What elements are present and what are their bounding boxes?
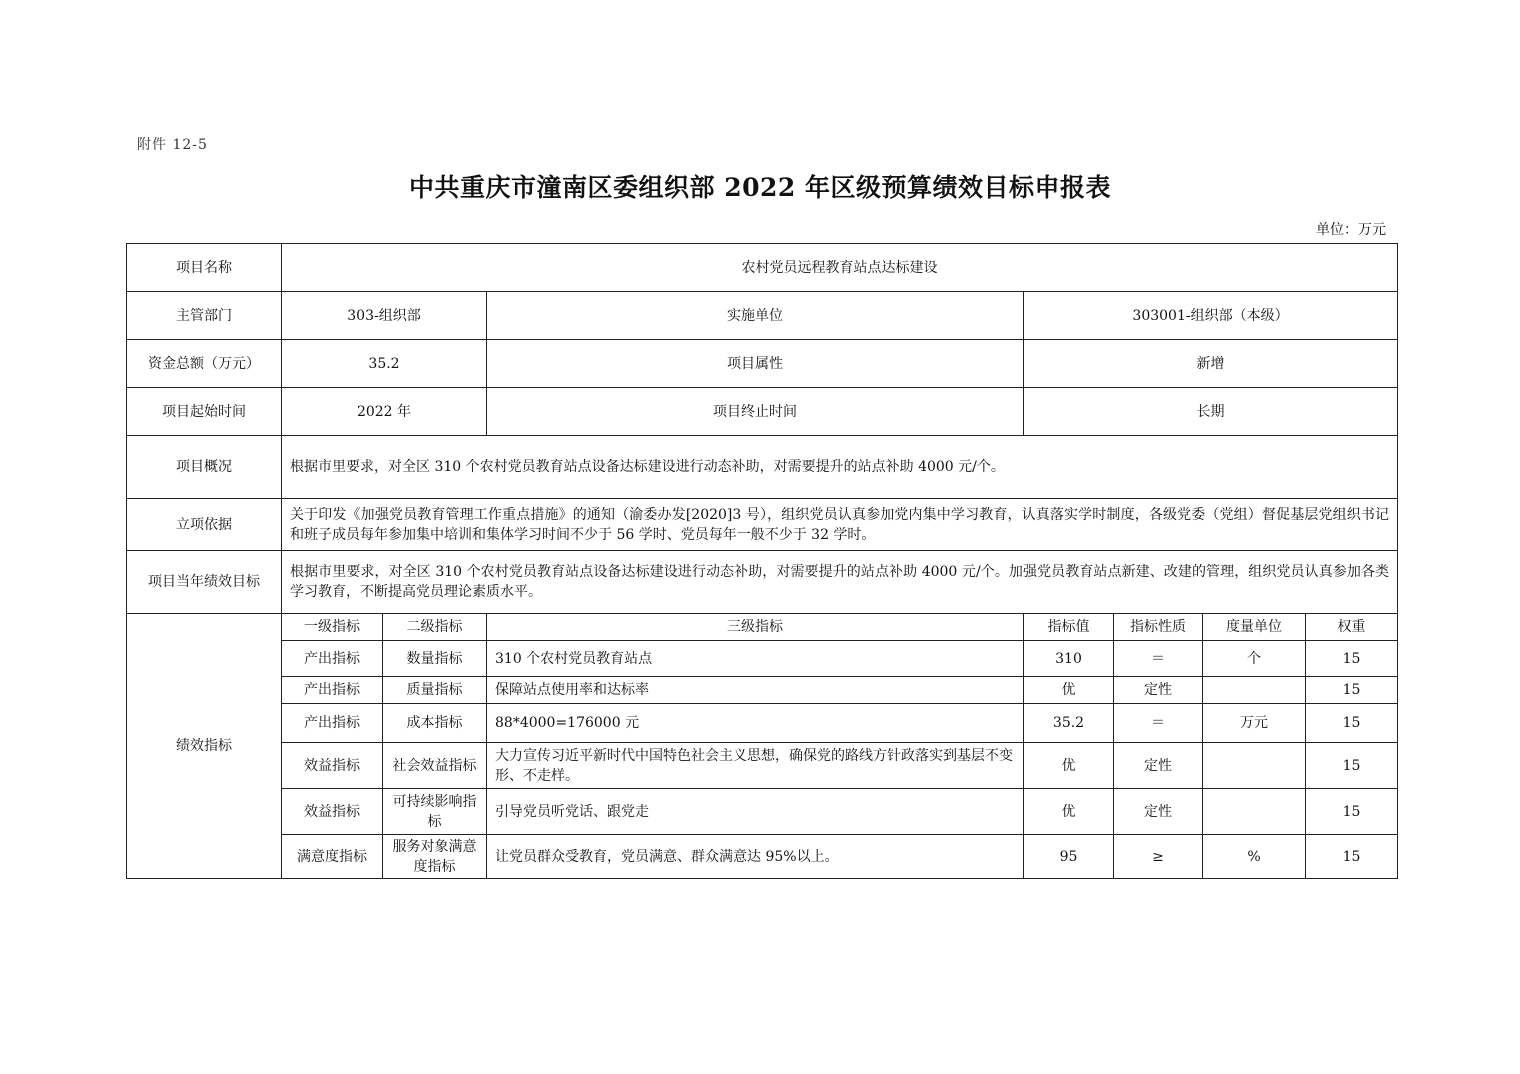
end-label: 项目终止时间 (487, 388, 1024, 436)
fund-label: 资金总额（万元） (127, 340, 282, 388)
row-department (127, 292, 1398, 340)
start-value: 2022 年 (282, 388, 487, 436)
weight-cell: 15 (1306, 677, 1398, 704)
unit-cell (1203, 789, 1306, 835)
level2-cell: 服务对象满意度指标 (383, 835, 487, 879)
indicators-section-label: 绩效指标 (127, 614, 282, 879)
weight-cell: 15 (1306, 641, 1398, 677)
unit-cell (1203, 677, 1306, 704)
header-level3: 三级指标 (487, 614, 1024, 641)
header-weight: 权重 (1306, 614, 1398, 641)
overview-value: 根据市里要求，对全区 310 个农村党员教育站点设备达标建设进行动态补助，对需要提升的站点补助 4000 元/个。 (282, 436, 1398, 499)
level1-cell: 产出指标 (282, 704, 383, 743)
row-period (127, 388, 1398, 436)
nature-cell: 定性 (1114, 789, 1203, 835)
weight-cell: 15 (1306, 704, 1398, 743)
indicator-row (127, 677, 1398, 704)
attachment-number: 附件 12-5 (137, 137, 208, 153)
level3-cell: 让党员群众受教育，党员满意、群众满意达 95%以上。 (487, 835, 1024, 879)
level1-cell: 效益指标 (282, 743, 383, 789)
level1-cell: 效益指标 (282, 789, 383, 835)
weight-cell: 15 (1306, 743, 1398, 789)
indicator-row (127, 743, 1398, 789)
level1-cell: 产出指标 (282, 641, 383, 677)
start-label: 项目起始时间 (127, 388, 282, 436)
value-cell: 优 (1024, 743, 1114, 789)
value-cell: 优 (1024, 789, 1114, 835)
impl-unit-value: 303001-组织部（本级） (1024, 292, 1398, 340)
value-cell: 35.2 (1024, 704, 1114, 743)
level3-cell: 大力宣传习近平新时代中国特色社会主义思想，确保党的路线方针政落实到基层不变形、不走样。 (487, 743, 1024, 789)
nature-cell: ≥ (1114, 835, 1203, 879)
level3-cell: 310 个农村党员教育站点 (487, 641, 1024, 677)
level3-cell: 保障站点使用率和达标率 (487, 677, 1024, 704)
basis-value: 关于印发《加强党员教育管理工作重点措施》的通知（渝委办发[2020]3 号），组织党员认真参加党内集中学习教育，认真落实学时制度，各级党委（党组）督促基层党组织书记和班子成员每年参加集中培训和集体学习时间不少于 56 学时、党员每年一般不少于 32 学时。 (282, 499, 1398, 551)
indicator-row (127, 835, 1398, 879)
row-overview (127, 436, 1398, 499)
level3-cell: 88*4000=176000 元 (487, 704, 1024, 743)
row-fund (127, 340, 1398, 388)
value-cell: 优 (1024, 677, 1114, 704)
goal-label: 项目当年绩效目标 (127, 551, 282, 614)
unit-cell: % (1203, 835, 1306, 879)
page-title: 中共重庆市潼南区委组织部 2022 年区级预算绩效目标申报表 (409, 173, 1111, 202)
level2-cell: 质量指标 (383, 677, 487, 704)
dept-label: 主管部门 (127, 292, 282, 340)
nature-cell: 定性 (1114, 677, 1203, 704)
header-level2: 二级指标 (383, 614, 487, 641)
unit-label: 单位：万元 (1316, 222, 1386, 238)
attr-label: 项目属性 (487, 340, 1024, 388)
header-unit: 度量单位 (1203, 614, 1306, 641)
header-nature: 指标性质 (1114, 614, 1203, 641)
level2-cell: 数量指标 (383, 641, 487, 677)
budget-performance-table (126, 243, 1398, 879)
header-level1: 一级指标 (282, 614, 383, 641)
nature-cell: 定性 (1114, 743, 1203, 789)
dept-value: 303-组织部 (282, 292, 487, 340)
impl-unit-label: 实施单位 (487, 292, 1024, 340)
weight-cell: 15 (1306, 835, 1398, 879)
indicator-row (127, 704, 1398, 743)
indicator-row (127, 789, 1398, 835)
project-name-value: 农村党员远程教育站点达标建设 (282, 244, 1398, 292)
level2-cell: 可持续影响指标 (383, 789, 487, 835)
basis-label: 立项依据 (127, 499, 282, 551)
unit-cell (1203, 743, 1306, 789)
weight-cell: 15 (1306, 789, 1398, 835)
unit-cell: 万元 (1203, 704, 1306, 743)
level3-cell: 引导党员听党话、跟党走 (487, 789, 1024, 835)
level1-cell: 产出指标 (282, 677, 383, 704)
indicator-row (127, 641, 1398, 677)
goal-value: 根据市里要求，对全区 310 个农村党员教育站点设备达标建设进行动态补助，对需要提升的站点补助 4000 元/个。加强党员教育站点新建、改建的管理，组织党员认真参加各类学习教育，不断提高党员理论素质水平。 (282, 551, 1398, 614)
row-goal (127, 551, 1398, 614)
nature-cell: ＝ (1114, 704, 1203, 743)
nature-cell: ＝ (1114, 641, 1203, 677)
value-cell: 95 (1024, 835, 1114, 879)
row-basis (127, 499, 1398, 551)
attr-value: 新增 (1024, 340, 1398, 388)
indicator-header-row (127, 614, 1398, 641)
project-name-label: 项目名称 (127, 244, 282, 292)
level2-cell: 成本指标 (383, 704, 487, 743)
fund-value: 35.2 (282, 340, 487, 388)
header-value: 指标值 (1024, 614, 1114, 641)
overview-label: 项目概况 (127, 436, 282, 499)
unit-cell: 个 (1203, 641, 1306, 677)
end-value: 长期 (1024, 388, 1398, 436)
row-project-name (127, 244, 1398, 292)
value-cell: 310 (1024, 641, 1114, 677)
level2-cell: 社会效益指标 (383, 743, 487, 789)
level1-cell: 满意度指标 (282, 835, 383, 879)
